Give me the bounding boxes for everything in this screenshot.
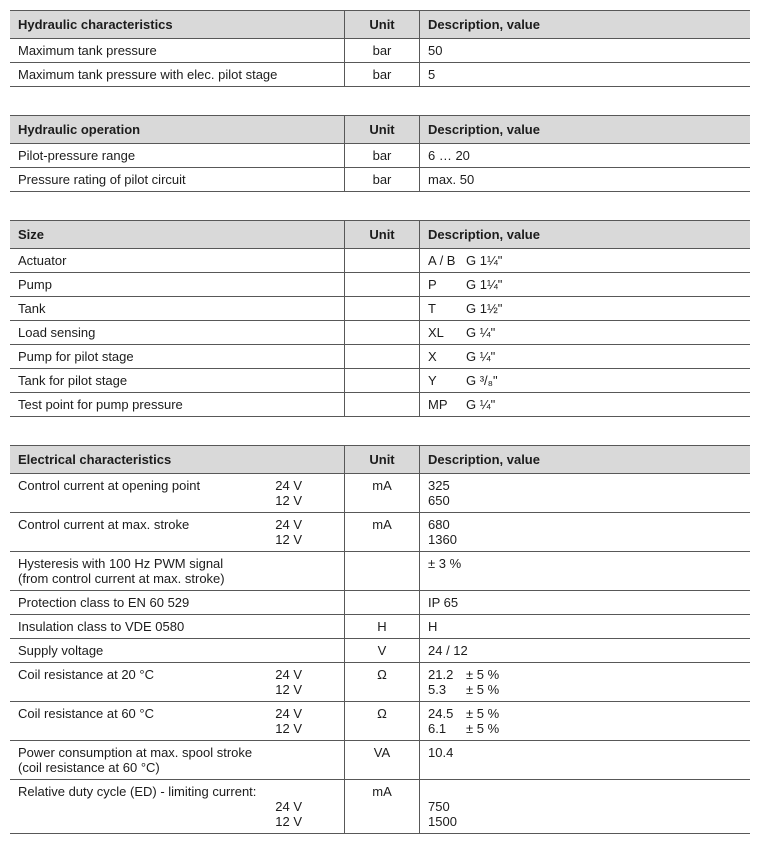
parameter-label (18, 253, 66, 268)
value-line: 6 … 20 (428, 148, 470, 163)
value-code: A / B (428, 253, 456, 268)
value-line (428, 349, 742, 364)
parameter-cell (10, 591, 345, 614)
parameter-label (18, 148, 135, 163)
parameter-label (18, 643, 103, 658)
unit-cell: bar (345, 144, 420, 167)
value-cell (420, 474, 750, 512)
parameter-line: Pump (18, 277, 52, 292)
value-line (428, 253, 742, 268)
parameter-line: Control current at opening point (18, 478, 201, 493)
voltage-variant: 24 V (275, 667, 302, 682)
unit-cell: Ω (345, 702, 420, 740)
parameter-line: Coil resistance at 20 °C (18, 667, 154, 682)
parameter-cell (10, 168, 345, 191)
unit-column-header: Unit (345, 221, 420, 248)
value-line: 1360 (428, 532, 457, 547)
value-line (428, 373, 742, 388)
value-line: H (428, 619, 438, 634)
value-line (428, 301, 742, 316)
voltage-variant: 12 V (275, 682, 302, 697)
table-header-row (10, 10, 750, 39)
table-row (10, 474, 750, 513)
value-tolerance: G 1¼" (466, 277, 503, 292)
voltage-variant (275, 784, 302, 799)
value-line (428, 682, 742, 697)
table-row (10, 168, 750, 192)
value-line: 680 (428, 517, 450, 532)
parameter-cell (10, 39, 345, 62)
unit-column-header: Unit (345, 446, 420, 473)
parameter-label (18, 277, 52, 292)
value-cell (420, 39, 750, 62)
unit-cell (345, 393, 420, 416)
parameter-label (18, 349, 134, 364)
value-line: max. 50 (428, 172, 475, 187)
unit-cell (345, 249, 420, 272)
parameter-cell (10, 639, 345, 662)
table-row (10, 615, 750, 639)
voltage-variant: 12 V (275, 814, 302, 829)
value-cell (420, 780, 750, 833)
parameter-line: Coil resistance at 60 °C (18, 706, 154, 721)
parameter-cell (10, 741, 345, 779)
parameter-cell (10, 63, 345, 86)
table-row (10, 552, 750, 591)
parameter-line: Relative duty cycle (ED) - limiting current: (18, 784, 257, 799)
value-line: 750 (428, 799, 450, 814)
desc-column-header: Description, value (428, 17, 540, 32)
value-cell (420, 591, 750, 614)
parameter-line: Supply voltage (18, 643, 104, 658)
parameter-cell (10, 273, 345, 296)
unit-column-header: Unit (345, 11, 420, 38)
value-code: 6.1 (428, 721, 447, 736)
value-line (428, 277, 742, 292)
unit-cell: VA (345, 741, 420, 779)
table-title: Hydraulic characteristics (10, 11, 345, 38)
table-row (10, 663, 750, 702)
value-tolerance: G ¼" (466, 349, 496, 364)
unit-cell (345, 297, 420, 320)
parameter-line: (coil resistance at 60 °C) (18, 760, 160, 775)
table-header-row (10, 115, 750, 144)
parameter-line: Pressure rating of pilot circuit (18, 172, 186, 187)
value-line: IP 65 (428, 595, 459, 610)
unit-cell (345, 321, 420, 344)
value-tolerance: ± 5 % (466, 706, 500, 721)
parameter-line: Pump for pilot stage (18, 349, 134, 364)
value-tolerance: ± 5 % (466, 721, 500, 736)
unit-cell: bar (345, 39, 420, 62)
table-row (10, 702, 750, 741)
parameter-line: (from control current at max. stroke) (18, 571, 225, 586)
table-row (10, 249, 750, 273)
value-line: 325 (428, 478, 450, 493)
voltage-variant: 12 V (275, 493, 302, 508)
parameter-line: Test point for pump pressure (18, 397, 183, 412)
value-line (428, 721, 742, 736)
voltage-variant-labels (275, 478, 336, 508)
voltage-variant-labels (275, 667, 336, 697)
parameter-cell (10, 552, 345, 590)
parameter-label (18, 373, 127, 388)
voltage-variant: 12 V (275, 532, 302, 547)
value-line (428, 397, 742, 412)
value-cell (420, 663, 750, 701)
value-cell (420, 369, 750, 392)
parameter-line: Tank (18, 301, 46, 316)
parameter-label (18, 397, 183, 412)
value-code: MP (428, 397, 448, 412)
table-row (10, 741, 750, 780)
voltage-variant: 24 V (275, 799, 302, 814)
table-row (10, 345, 750, 369)
parameter-cell (10, 702, 345, 740)
value-tolerance: G 1¼" (466, 253, 503, 268)
parameter-line: Power consumption at max. spool stroke (18, 745, 253, 760)
parameter-cell (10, 144, 345, 167)
parameter-label (18, 478, 200, 508)
value-code: P (428, 277, 437, 292)
table-row (10, 63, 750, 87)
voltage-variant: 24 V (275, 517, 302, 532)
value-cell (420, 615, 750, 638)
unit-cell (345, 369, 420, 392)
parameter-label (18, 784, 256, 829)
desc-column-header: Description, value (428, 452, 540, 467)
spec-table-electrical-characteristics (10, 445, 750, 834)
spec-table-hydraulic-characteristics (10, 10, 750, 87)
parameter-label (18, 301, 45, 316)
value-line: 1500 (428, 814, 457, 829)
value-line: 24 / 12 (428, 643, 468, 658)
parameter-label (18, 556, 225, 586)
value-cell (420, 321, 750, 344)
unit-cell (345, 591, 420, 614)
unit-cell (345, 552, 420, 590)
table-row (10, 393, 750, 417)
value-cell (420, 702, 750, 740)
table-header-row (10, 220, 750, 249)
parameter-cell (10, 663, 345, 701)
voltage-variant-labels (275, 517, 336, 547)
voltage-variant: 12 V (275, 721, 302, 736)
spec-table-size (10, 220, 750, 417)
parameter-label (18, 43, 157, 58)
value-line: 10.4 (428, 745, 454, 760)
value-line: 5 (428, 67, 436, 82)
parameter-line: Maximum tank pressure with elec. pilot stage (18, 67, 278, 82)
table-row (10, 144, 750, 168)
voltage-variant: 24 V (275, 706, 302, 721)
parameter-line: Hysteresis with 100 Hz PWM signal (18, 556, 224, 571)
table-row (10, 39, 750, 63)
table-title: Hydraulic operation (10, 116, 345, 143)
voltage-variant: 24 V (275, 478, 302, 493)
value-code: T (428, 301, 436, 316)
unit-column-header: Unit (345, 116, 420, 143)
value-tolerance: G ³/₈" (466, 373, 498, 388)
value-line (428, 325, 742, 340)
value-line (428, 784, 742, 799)
value-line: 650 (428, 493, 450, 508)
value-cell (420, 639, 750, 662)
unit-cell: Ω (345, 663, 420, 701)
unit-cell: V (345, 639, 420, 662)
parameter-cell (10, 345, 345, 368)
table-title: Electrical characteristics (10, 446, 345, 473)
parameter-cell (10, 297, 345, 320)
value-cell (420, 297, 750, 320)
value-line: ± 3 % (428, 556, 462, 571)
value-tolerance: ± 5 % (466, 682, 500, 697)
parameter-line: Control current at max. stroke (18, 517, 190, 532)
desc-column-header: Description, value (428, 227, 540, 242)
value-tolerance: G ¼" (466, 325, 496, 340)
table-row (10, 369, 750, 393)
voltage-variant-labels (275, 706, 336, 736)
value-tolerance: G 1½" (466, 301, 503, 316)
desc-column-header: Description, value (428, 122, 540, 137)
value-line: 50 (428, 43, 443, 58)
value-cell (420, 144, 750, 167)
value-cell (420, 249, 750, 272)
parameter-cell (10, 513, 345, 551)
value-code: X (428, 349, 437, 364)
value-code: 24.5 (428, 706, 454, 721)
spec-table-hydraulic-operation (10, 115, 750, 192)
value-cell (420, 741, 750, 779)
value-tolerance: G ¼" (466, 397, 496, 412)
unit-cell: mA (345, 513, 420, 551)
table-row (10, 513, 750, 552)
parameter-cell (10, 615, 345, 638)
value-code: 5.3 (428, 682, 447, 697)
unit-cell (345, 345, 420, 368)
value-tolerance: ± 5 % (466, 667, 500, 682)
parameter-label (18, 667, 154, 697)
parameter-label (18, 517, 189, 547)
parameter-cell (10, 780, 345, 833)
value-line (428, 706, 742, 721)
value-line (428, 667, 742, 682)
unit-cell (345, 273, 420, 296)
unit-cell: mA (345, 474, 420, 512)
table-row (10, 780, 750, 834)
value-cell (420, 393, 750, 416)
value-cell (420, 552, 750, 590)
parameter-line: Tank for pilot stage (18, 373, 128, 388)
table-row (10, 639, 750, 663)
parameter-label (18, 172, 186, 187)
parameter-line: Pilot-pressure range (18, 148, 136, 163)
value-cell (420, 168, 750, 191)
value-cell (420, 345, 750, 368)
unit-cell: mA (345, 780, 420, 833)
parameter-label (18, 325, 95, 340)
table-row (10, 297, 750, 321)
parameter-label (18, 595, 189, 610)
value-code: Y (428, 373, 437, 388)
parameter-line: Actuator (18, 253, 67, 268)
unit-cell: bar (345, 168, 420, 191)
table-row (10, 591, 750, 615)
parameter-label (18, 619, 184, 634)
parameter-line: Maximum tank pressure (18, 43, 157, 58)
parameter-cell (10, 249, 345, 272)
parameter-line: Insulation class to VDE 0580 (18, 619, 185, 634)
table-header-row (10, 445, 750, 474)
parameter-line: Load sensing (18, 325, 96, 340)
table-row (10, 321, 750, 345)
parameter-cell (10, 369, 345, 392)
value-cell (420, 63, 750, 86)
unit-cell: bar (345, 63, 420, 86)
voltage-variant-labels (275, 784, 336, 829)
value-cell (420, 273, 750, 296)
parameter-cell (10, 393, 345, 416)
table-row (10, 273, 750, 297)
parameter-cell (10, 321, 345, 344)
value-code: XL (428, 325, 444, 340)
parameter-label (18, 706, 154, 736)
unit-cell: H (345, 615, 420, 638)
parameter-line: Protection class to EN 60 529 (18, 595, 190, 610)
value-code: 21.2 (428, 667, 454, 682)
value-cell (420, 513, 750, 551)
parameter-cell (10, 474, 345, 512)
table-title: Size (10, 221, 345, 248)
parameter-label (18, 745, 252, 775)
parameter-label (18, 67, 277, 82)
tables-container (10, 10, 750, 834)
